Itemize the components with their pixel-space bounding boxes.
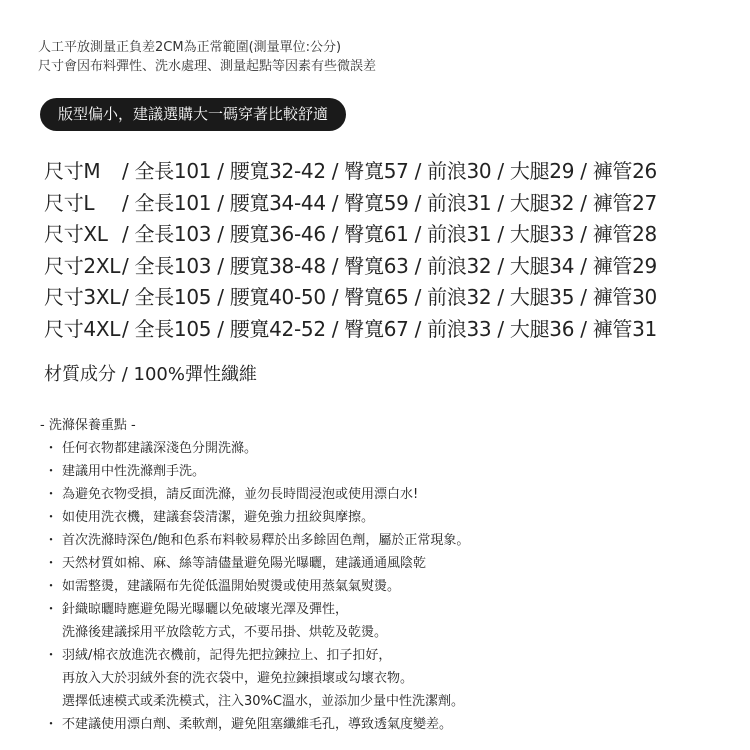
measurement-note: [38, 38, 376, 76]
size-row: [44, 282, 657, 314]
size-name: 尺寸3XL: [44, 285, 121, 310]
care-item: [40, 460, 469, 483]
size-spec: / 全長103 / 腰寬38-48 / 臀寬63 / 前浪32 / 大腿34 / 褲管29: [122, 253, 657, 278]
care-line: 首次洗滌時深色/飽和色系布料較易釋於出多餘固色劑，屬於正常現象。: [62, 533, 470, 548]
size-row: [44, 219, 657, 251]
size-name: 尺寸M: [44, 159, 101, 183]
care-line: 如使用洗衣機，建議套袋清潔，避免強力扭絞與摩擦。: [62, 510, 375, 525]
size-advice-banner: 版型偏小，建議選購大一碼穿著比較舒適: [40, 98, 346, 131]
care-item-text: [62, 644, 464, 713]
care-line: 洗滌後建議採用平放陰乾方式，不要吊掛、烘乾及乾燙。: [62, 625, 388, 640]
care-item-text: [62, 529, 469, 552]
note-line: 人工平放測量正負差2CM為正常範圍(測量單位:公分): [38, 40, 342, 55]
care-item: [40, 552, 469, 575]
size-spec: / 全長101 / 腰寬32-42 / 臀寬57 / 前浪30 / 大腿29 / 褲管26: [122, 159, 657, 183]
care-instructions: [40, 414, 469, 736]
size-spec: / 全長101 / 腰寬34-44 / 臀寬59 / 前浪31 / 大腿32 / 褲管27: [122, 190, 657, 215]
bullet-icon: ・: [44, 533, 58, 548]
bullet-icon: ・: [44, 510, 58, 525]
care-line: 針織晾曬時應避免陽光曝曬以免破壞光澤及彈性，: [62, 602, 349, 617]
size-name: 尺寸XL: [44, 222, 108, 247]
care-line: 如需整燙，建議隔布先從低溫開始熨燙或使用蒸氣氣熨燙。: [62, 579, 401, 594]
size-row: [44, 314, 657, 346]
care-line: 天然材質如棉、麻、絲等請儘量避免陽光曝曬，建議通通風陰乾: [62, 556, 427, 571]
care-line: 選擇低速模式或柔洗模式，注入30%C溫水，並添加少量中性洗潔劑。: [62, 694, 464, 709]
care-list: [40, 437, 469, 736]
size-spec: / 全長105 / 腰寬42-52 / 臀寬67 / 前浪33 / 大腿36 / 褲管31: [122, 316, 657, 341]
care-item: [40, 506, 469, 529]
care-line: 建議用中性洗滌劑手洗。: [62, 464, 206, 479]
care-item: [40, 529, 469, 552]
care-item: [40, 598, 469, 644]
care-line: 羽絨/棉衣放進洗衣機前，記得先把拉鍊拉上、扣子扣好，: [62, 648, 392, 663]
care-item-text: [62, 483, 418, 506]
care-item: [40, 575, 469, 598]
size-row: [44, 156, 657, 188]
note-line: 尺寸會因布料彈性、洗水處理、測量起點等因素有些微誤差: [38, 59, 377, 74]
care-line: 為避免衣物受損，請反面洗滌，並勿長時間浸泡或使用漂白水!: [62, 487, 419, 502]
size-name: 尺寸L: [44, 190, 95, 215]
care-item: [40, 483, 469, 506]
care-item: [40, 713, 469, 736]
care-item-text: [62, 713, 452, 736]
bullet-icon: ・: [44, 648, 58, 663]
size-row: [44, 251, 657, 283]
care-item-text: [62, 506, 374, 529]
size-name: 尺寸2XL: [44, 253, 121, 278]
bullet-icon: ・: [44, 556, 58, 571]
bullet-icon: ・: [44, 441, 58, 456]
care-item-text: [62, 598, 387, 644]
care-item: [40, 644, 469, 713]
size-chart: [44, 156, 657, 346]
care-item: [40, 437, 469, 460]
bullet-icon: ・: [44, 487, 58, 502]
care-title: - 洗滌保養重點 -: [40, 418, 136, 433]
bullet-icon: ・: [44, 717, 58, 732]
bullet-icon: ・: [44, 579, 58, 594]
size-spec: / 全長103 / 腰寬36-46 / 臀寬61 / 前浪31 / 大腿33 / 褲管28: [122, 222, 657, 247]
care-line: 再放入大於羽絨外套的洗衣袋中，避免拉鍊損壞或勾壞衣物。: [62, 671, 414, 686]
care-line: 任何衣物都建議深淺色分開洗滌。: [62, 441, 258, 456]
size-row: [44, 188, 657, 220]
care-item-text: [62, 437, 257, 460]
care-item-text: [62, 575, 400, 598]
care-item-text: [62, 552, 426, 575]
care-line: 不建議使用漂白劑、柔軟劑，避免阻塞纖維毛孔，導致透氣度變差。: [62, 717, 453, 732]
care-item-text: [62, 460, 205, 483]
bullet-icon: ・: [44, 602, 58, 617]
material-composition: 材質成分 / 100%彈性纖維: [44, 364, 257, 385]
bullet-icon: ・: [44, 464, 58, 479]
size-spec: / 全長105 / 腰寬40-50 / 臀寬65 / 前浪32 / 大腿35 / 褲管30: [122, 285, 657, 310]
size-name: 尺寸4XL: [44, 316, 121, 341]
